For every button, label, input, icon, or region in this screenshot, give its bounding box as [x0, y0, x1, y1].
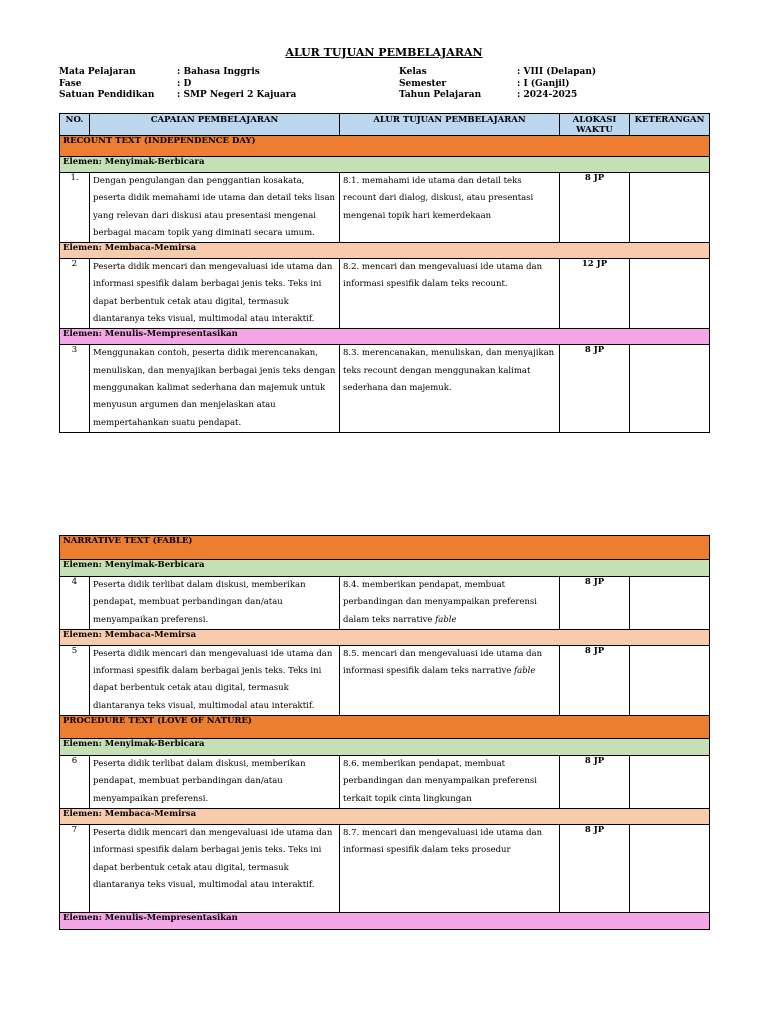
element-row	[60, 243, 710, 259]
element-label: Elemen: Menyimak-Berbicara	[60, 739, 710, 756]
section-row	[60, 536, 710, 560]
atp-emphasis: fable	[514, 666, 536, 677]
meta-value: : I (Ganjil)	[517, 78, 570, 89]
meta-value: : VIII (Delapan)	[517, 67, 597, 77]
element-label: Elemen: Menulis-Mempresentasikan	[60, 329, 710, 345]
row-number: 6	[60, 756, 90, 809]
keterangan-cell	[630, 259, 710, 329]
meta-right	[399, 67, 699, 102]
meta-row-phase	[59, 79, 379, 91]
row-number: 5	[60, 645, 90, 715]
header-atp: ALUR TUJUAN PEMBELAJARAN	[340, 114, 560, 136]
meta-left	[59, 67, 379, 102]
alokasi-cell: 8 JP	[560, 173, 630, 243]
table-row	[60, 345, 710, 433]
capaian-cell: Dengan pengulangan dan penggantian kosakata, peserta didik memahami ide utama dan detail teks lisan yang relevan dari diskusi atau presentasi mengenai berbagai macam topik yang diminati secara umum.	[90, 173, 340, 243]
section-title: RECOUNT TEXT (INDEPENDENCE DAY)	[60, 136, 710, 157]
capaian-cell: Menggunakan contoh, peserta didik merencanakan, menuliskan, dan menyajikan berbagai jenis teks dengan menggunakan kalimat sederhana dan majemuk untuk menyusun argumen dan menjelaskan atau mempertahankan suatu pendapat.	[90, 345, 340, 433]
table-row	[60, 259, 710, 329]
capaian-cell: Peserta didik terlibat dalam diskusi, memberikan pendapat, membuat perbandingan dan/atau menyampaikan preferensi.	[90, 577, 340, 630]
atp-text: 8.5. mencari dan mengevaluasi ide utama dan informasi spesifik dalam teks narrative	[343, 648, 543, 677]
document-title: ALUR TUJUAN PEMBELAJARAN	[285, 46, 483, 59]
element-label: Elemen: Membaca-Memirsa	[60, 243, 710, 259]
section-title: PROCEDURE TEXT (LOVE OF NATURE)	[60, 716, 710, 739]
section-title: NARRATIVE TEXT (FABLE)	[60, 536, 710, 560]
meta-key: Satuan Pendidikan	[59, 90, 155, 100]
keterangan-cell	[630, 756, 710, 809]
keterangan-cell	[630, 173, 710, 243]
meta-row-semester	[399, 79, 699, 91]
element-label: Elemen: Menyimak-Berbicara	[60, 560, 710, 577]
alokasi-cell: 8 JP	[560, 345, 630, 433]
atp-table-recount	[59, 113, 710, 433]
atp-cell	[340, 577, 560, 630]
element-label: Elemen: Menulis-Mempresentasikan	[60, 912, 710, 929]
section-row	[60, 136, 710, 157]
element-row	[60, 912, 710, 929]
row-number: 7	[60, 824, 90, 912]
atp-table-narrative-procedure	[59, 535, 710, 930]
capaian-cell: Peserta didik mencari dan mengevaluasi ide utama dan informasi spesifik dalam berbagai jenis teks. Teks ini dapat berbentuk cetak atau digital, termasuk diantaranya teks visual, multimodal atau interaktif.	[90, 645, 340, 715]
meta-value: : Bahasa Inggris	[177, 67, 260, 77]
header-keterangan: KETERANGAN	[630, 114, 710, 136]
alokasi-cell: 8 JP	[560, 577, 630, 630]
element-row	[60, 157, 710, 173]
table-row	[60, 824, 710, 912]
element-label: Elemen: Membaca-Memirsa	[60, 808, 710, 824]
table-row	[60, 577, 710, 630]
element-label: Elemen: Membaca-Memirsa	[60, 629, 710, 645]
table-row	[60, 756, 710, 809]
meta-value: : 2024-2025	[517, 90, 578, 100]
meta-key: Semester	[399, 78, 447, 89]
capaian-cell: Peserta didik mencari dan mengevaluasi ide utama dan informasi spesifik dalam berbagai jenis teks. Teks ini dapat berbentuk cetak atau digital, termasuk diantaranya teks visual, multimodal atau interaktif.	[90, 259, 340, 329]
element-row	[60, 560, 710, 577]
meta-key: Mata Pelajaran	[59, 67, 136, 77]
keterangan-cell	[630, 645, 710, 715]
table-row	[60, 645, 710, 715]
atp-cell: 8.3. merencanakan, menuliskan, dan menyajikan teks recount dengan menggunakan kalimat sederhana dan majemuk.	[340, 345, 560, 433]
section-row	[60, 716, 710, 739]
header-no: NO.	[60, 114, 90, 136]
row-number: 4	[60, 577, 90, 630]
element-row	[60, 808, 710, 824]
row-number: 3	[60, 345, 90, 433]
alokasi-cell: 8 JP	[560, 756, 630, 809]
atp-cell: 8.1. memahami ide utama dan detail teks recount dari dialog, diskusi, atau presentasi mengenai topik hari kemerdekaan	[340, 173, 560, 243]
atp-cell: 8.6. memberikan pendapat, membuat perbandingan dan menyampaikan preferensi terkait topik cinta lingkungan	[340, 756, 560, 809]
element-row	[60, 329, 710, 345]
meta-key: Tahun Pelajaran	[399, 90, 482, 100]
row-number: 2	[60, 259, 90, 329]
meta-key: Kelas	[399, 67, 427, 77]
element-row	[60, 629, 710, 645]
table-header-row	[60, 114, 710, 136]
meta-row-year	[399, 90, 699, 102]
alokasi-cell: 12 JP	[560, 259, 630, 329]
table-row	[60, 173, 710, 243]
header-cp: CAPAIAN PEMBELAJARAN	[90, 114, 340, 136]
atp-emphasis: fable	[435, 614, 457, 625]
element-row	[60, 739, 710, 756]
atp-cell: 8.7. mencari dan mengevaluasi ide utama dan informasi spesifik dalam teks prosedur	[340, 824, 560, 912]
keterangan-cell	[630, 577, 710, 630]
alokasi-cell: 8 JP	[560, 645, 630, 715]
keterangan-cell	[630, 345, 710, 433]
atp-text: 8.4. memberikan pendapat, membuat perbandingan dan menyampaikan preferensi dalam teks narrative	[343, 580, 537, 625]
row-number: 1.	[60, 173, 90, 243]
alokasi-cell: 8 JP	[560, 824, 630, 912]
element-label: Elemen: Menyimak-Berbicara	[60, 157, 710, 173]
meta-value: : SMP Negeri 2 Kajuara	[177, 90, 297, 100]
atp-cell: 8.2. mencari dan mengevaluasi ide utama dan informasi spesifik dalam teks recount.	[340, 259, 560, 329]
keterangan-cell	[630, 824, 710, 912]
capaian-cell: Peserta didik mencari dan mengevaluasi ide utama dan informasi spesifik dalam berbagai jenis teks. Teks ini dapat berbentuk cetak atau digital, termasuk diantaranya teks visual, multimodal atau interaktif.	[90, 824, 340, 912]
meta-row-class	[399, 67, 699, 79]
meta-row-school	[59, 90, 379, 102]
meta-value: : D	[177, 78, 192, 89]
atp-cell	[340, 645, 560, 715]
capaian-cell: Peserta didik terlibat dalam diskusi, memberikan pendapat, membuat perbandingan dan/atau menyampaikan preferensi.	[90, 756, 340, 809]
meta-row-subject	[59, 67, 379, 79]
header-alokasi: ALOKASI WAKTU	[560, 114, 630, 136]
meta-key: Fase	[59, 78, 82, 89]
